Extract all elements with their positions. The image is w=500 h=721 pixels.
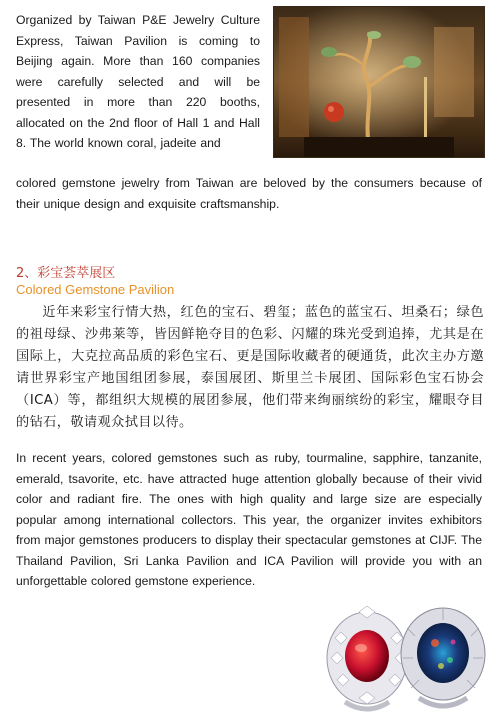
section-title-chinese: 2、彩宝荟萃展区: [16, 266, 116, 281]
intro-continuation: colored gemstone jewelry from Taiwan are beloved by the consumers because of their unique design and exquisite craftsmanship.: [16, 176, 482, 211]
english-body-paragraph: In recent years, colored gemstones such as ruby, tourmaline, sapphire, tanzanite, emerald, tsavorite, etc. have attracted huge attention globally because of their vivid color and radiant fire. The ones with high quality and large size are especially popular among international collectors. This year, the organizer invites exhibitors from major gemstones producers to display their spectacular gemstones at CIJF. The Thailand Pavilion, Sri Lanka Pavilion and ICA Pavilion will provide you with an unforgettable colored gemstone experience.: [16, 451, 482, 588]
gemstone-rings-photo: [315, 598, 495, 716]
intro-paragraph: Organized by Taiwan P&E Jewelry Culture Express, Taiwan Pavilion is coming to Beijing again. More than 160 companies were carefully selected and will be presented in more than 220 booths, allocated on the 2nd floor of Hall 1 and Hall 8. The world known coral, jadeite and: [16, 13, 260, 150]
section-title-english: Colored Gemstone Pavilion: [16, 282, 175, 297]
jewelry-display-photo: [273, 6, 485, 158]
chinese-body-paragraph: 近年来彩宝行情大热，红色的宝石、碧玺；蓝色的蓝宝石、坦桑石；绿色的祖母绿、沙弗莱等，皆因鲜艳夺目的色彩、闪耀的珠光受到追捧，尤其是在国际上，大克拉高品质的彩色宝石、更是国际收藏者的硬通货，此次主办方邀请世界彩宝产地国组团参展，泰国展团、斯里兰卡展团、国际彩色宝石协会（ICA）等，都组织大规模的展团参展，他们带来绚丽缤纷的彩宝，耀眼夺目的钻石，敬请观众拭目以待。: [16, 305, 484, 430]
